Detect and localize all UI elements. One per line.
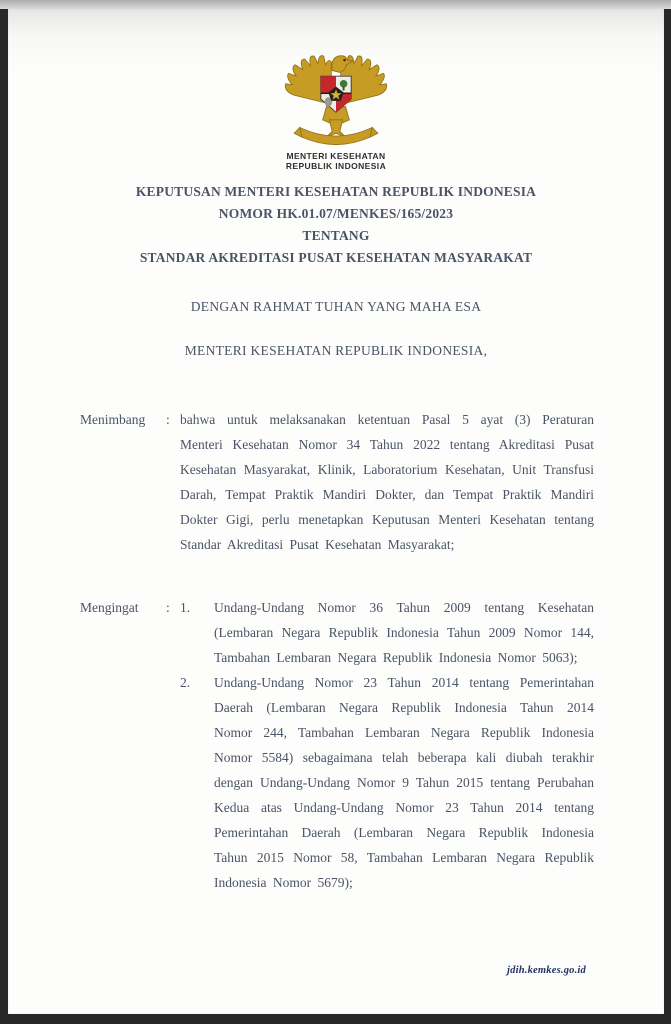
considering-clause [80,407,594,557]
ministry-name-line2: REPUBLIK INDONESIA [285,161,387,171]
decree-tentang: TENTANG [302,228,370,243]
legal-item-number: 2. [180,675,191,690]
jdih-footer-watermark: jdih.kemkes.go.id [507,965,586,976]
decree-number: NOMOR HK.01.07/MENKES/165/2023 [218,206,454,221]
recalling-items [180,595,594,895]
decree-title-line1: KEPUTUSAN MENTERI KESEHATAN REPUBLIK INDONESIA [135,184,537,199]
legal-item [180,670,594,895]
legal-item-text: Undang-Undang Nomor 23 Tahun 2014 tentang Pemerintahan Daerah (Lembaran Negara Republik Indonesia Tahun 2014 Nomor 244, Tambahan Lembaran Negara Republik Indonesia Nomor 5584) sebagaimana telah beberapa kali diubah terakhir dengan Undang-Undang Nomor 9 Tahun 2015 tentang Perubahan Kedua atas Undang-Undang Nomor 23 Tahun 2014 tentang Pemerintahan Daerah (Lembaran Negara Republik Indonesia Tahun 2015 Nomor 58, Tambahan Lembaran Negara Republik Indonesia Nomor 5679); [214,675,594,890]
legal-item [180,595,594,670]
legal-item-text: Undang-Undang Nomor 36 Tahun 2009 tentang Kesehatan (Lembaran Negara Republik Indonesia Tahun 2009 Nomor 144, Tambahan Lembaran Negara Republik Indonesia Nomor 5063); [214,600,594,665]
scan-top-edge [0,0,671,9]
considering-text: bahwa untuk melaksanakan ketentuan Pasal 5 ayat (3) Peraturan Menteri Kesehatan Nomor 34 Tahun 2022 tentang Akreditasi Pusat Kesehatan Masyarakat, Klinik, Laboratorium Kesehatan, Unit Transfusi Darah, Tempat Praktik Mandiri Dokter, dan Tempat Praktik Mandiri Dokter Gigi, perlu menetapkan Keputusan Menteri Kesehatan tentang Standar Akreditasi Pusat Kesehatan Masyarakat; [180,412,594,552]
legal-item-number: 1. [180,600,191,615]
garuda-pancasila-emblem [279,49,393,149]
ministry-name [8,151,664,171]
considering-label: Menimbang [80,412,146,427]
document-page [8,9,664,1014]
recalling-clause [80,595,594,895]
recalling-colon: : [166,600,170,615]
decree-subject: STANDAR AKREDITASI PUSAT KESEHATAN MASYARAKAT [139,250,533,265]
authority-line: MENTERI KESEHATAN REPUBLIK INDONESIA, [184,343,488,358]
considering-colon: : [166,412,170,427]
decree-title [48,181,624,269]
recalling-label: Mengingat [80,600,139,615]
invocation-line: DENGAN RAHMAT TUHAN YANG MAHA ESA [190,299,482,314]
ministry-name-line1: MENTERI KESEHATAN [286,151,386,161]
letterhead [8,49,664,171]
